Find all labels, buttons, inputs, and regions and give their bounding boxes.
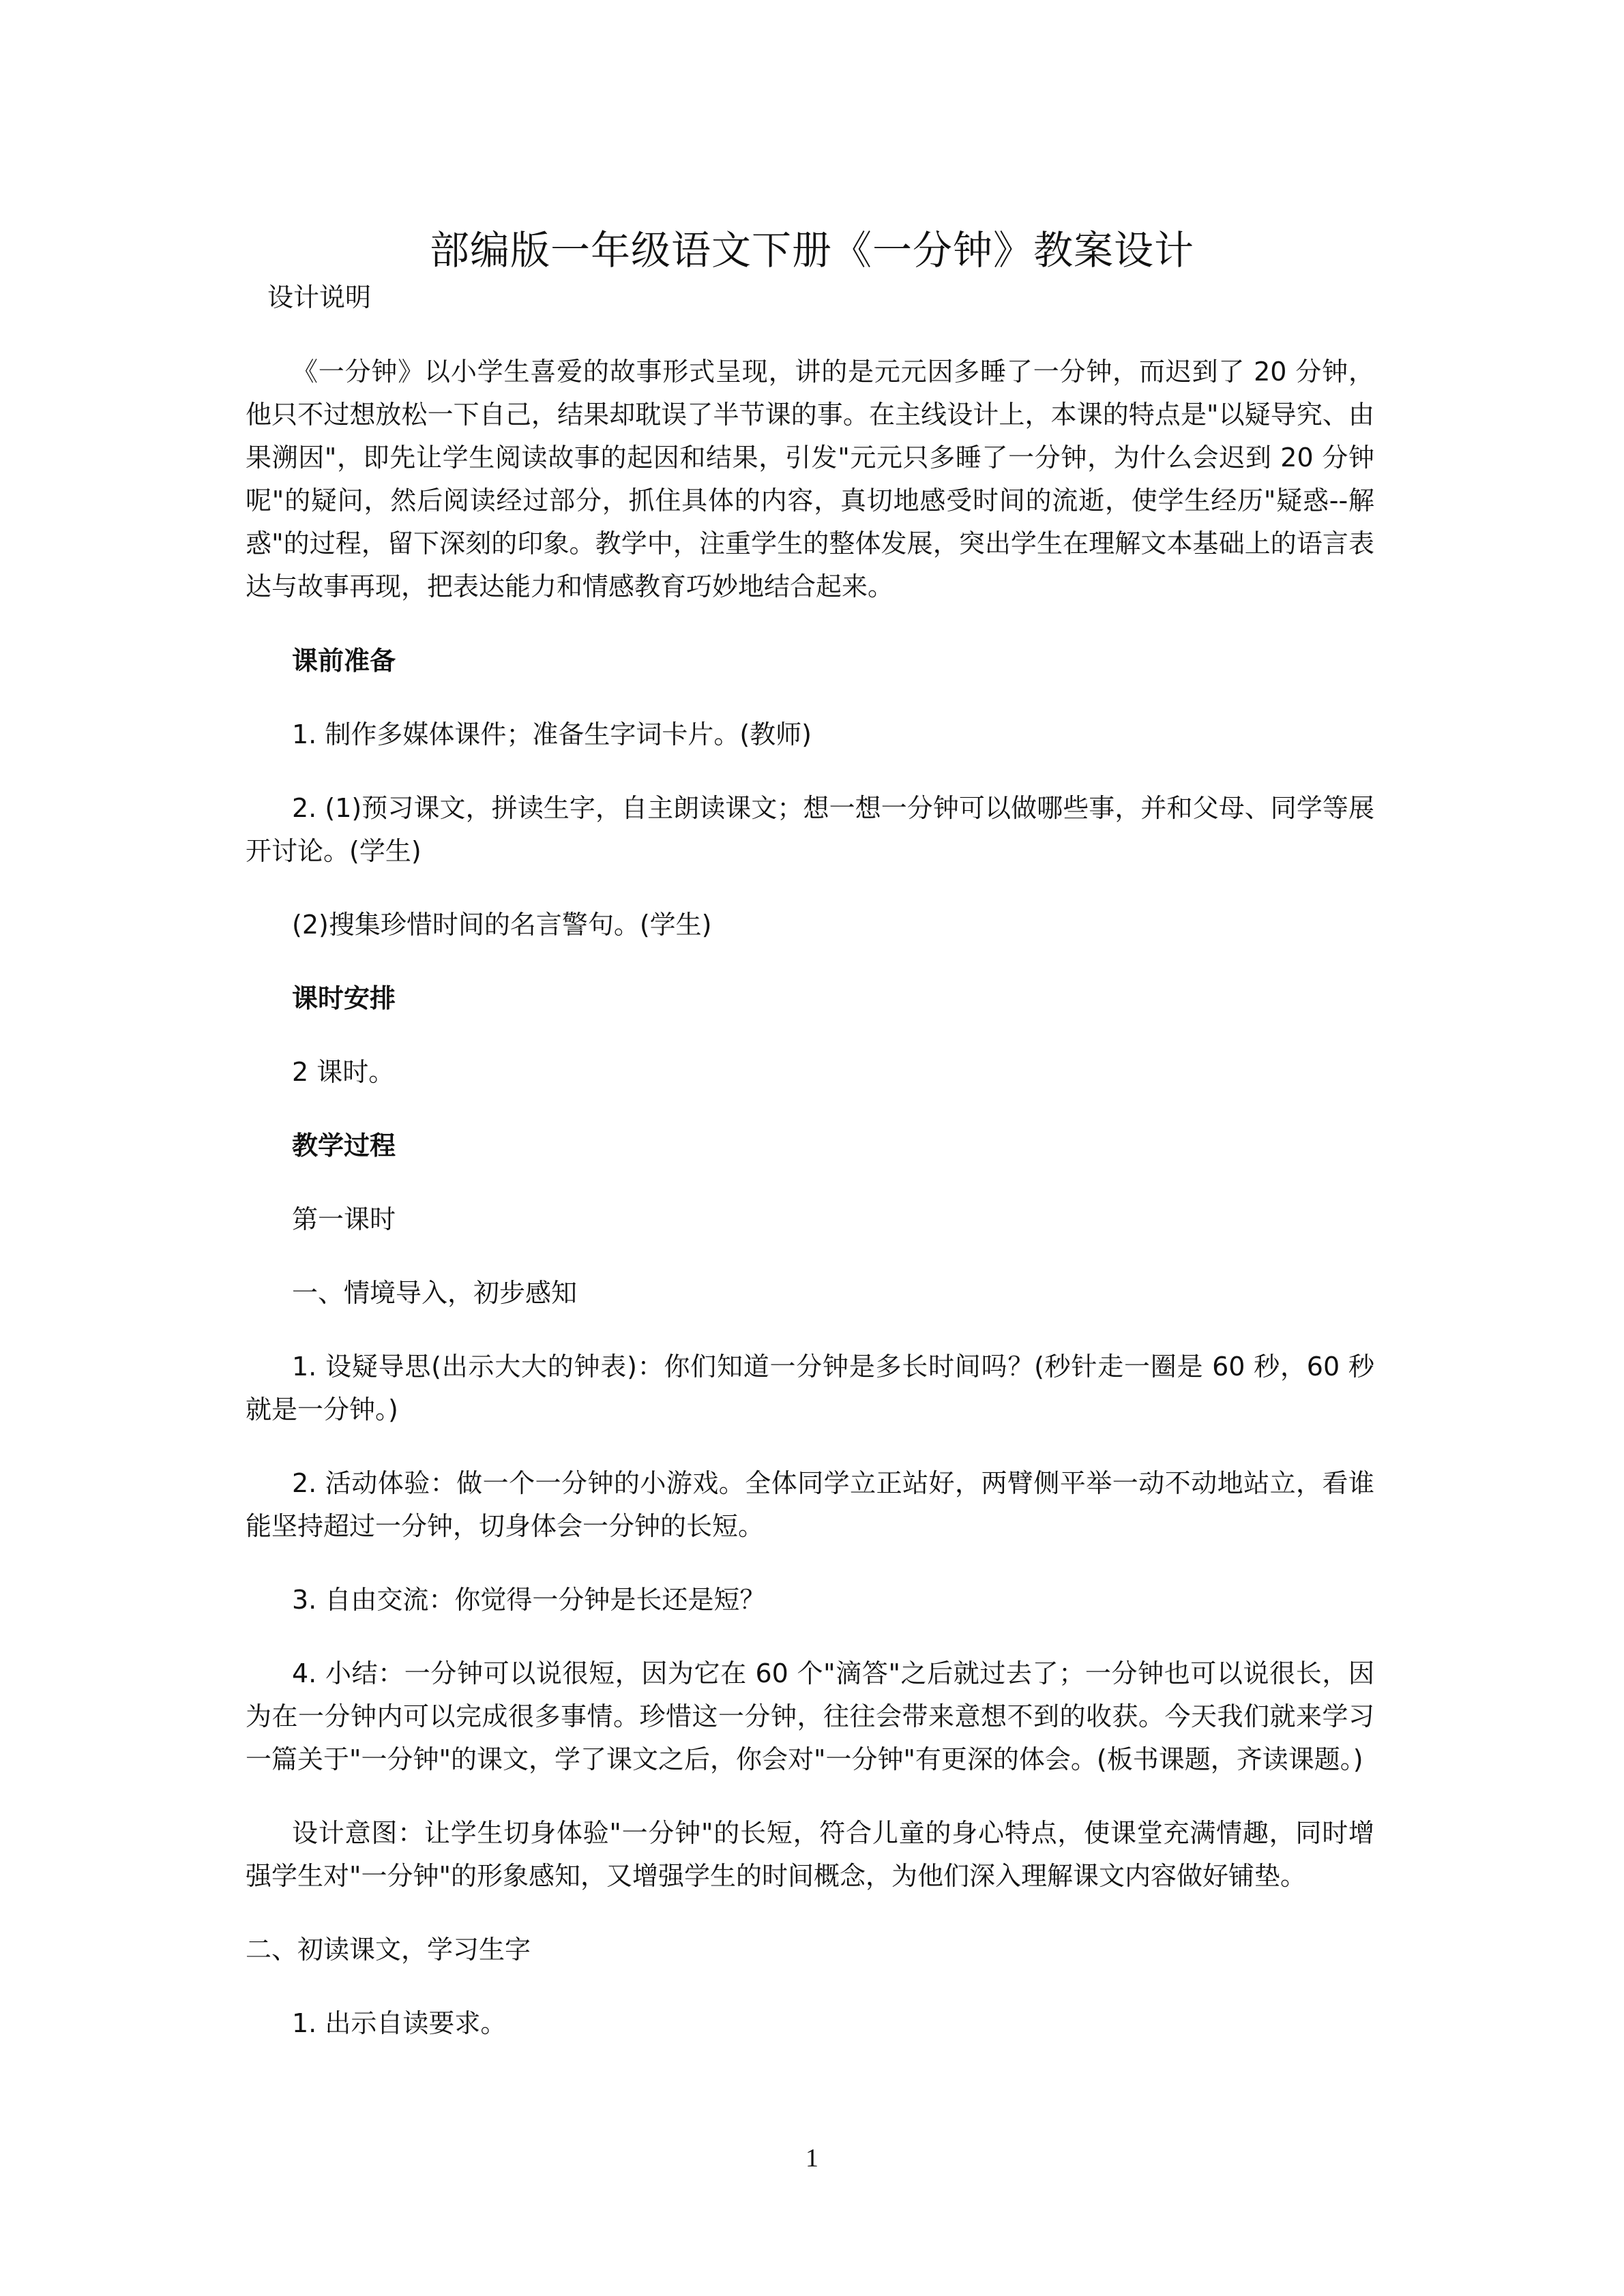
- part1-item-4: 4. 小结：一分钟可以说很短，因为它在 60 个"滴答"之后就过去了；一分钟也可以说很长，因为在一分钟内可以完成很多事情。珍惜这一分钟，往往会带来意想不到的收获。今天我们就来学习一篇关于"一分钟"的课文，学了课文之后，你会对"一分钟"有更深的体会。(板书课题，齐读课题。): [246, 1658, 1374, 1774]
- part1-design-intent: 设计意图：让学生切身体验"一分钟"的长短，符合儿童的身心特点，使课堂充满情趣，同时增强学生对"一分钟"的形象感知，又增强学生的时间概念，为他们深入理解课文内容做好铺垫。: [246, 1818, 1374, 1891]
- lesson-heading: 第一课时: [292, 1204, 396, 1234]
- prep-item-1: 1. 制作多媒体课件；准备生字词卡片。(教师): [292, 719, 812, 749]
- part1-item-1: 1. 设疑导思(出示大大的钟表)：你们知道一分钟是多长时间吗？(秒针走一圈是 60 秒，60 秒就是一分钟。): [246, 1352, 1374, 1425]
- section-heading-schedule: 课时安排: [292, 983, 396, 1013]
- document-body: [246, 276, 1374, 2045]
- document-title: 部编版一年级语文下册《一分钟》教案设计: [429, 226, 1194, 273]
- part2-item-1: 1. 出示自读要求。: [292, 2008, 507, 2038]
- part1-item-2: 2. 活动体验：做一个一分钟的小游戏。全体同学立正站好，两臂侧平举一动不动地站立，看谁能坚持超过一分钟，切身体会一分钟的长短。: [246, 1468, 1374, 1541]
- page-number: 1: [806, 2144, 818, 2173]
- prep-item-3: (2)搜集珍惜时间的名言警句。(学生): [292, 910, 712, 940]
- section-heading-process: 教学过程: [292, 1131, 396, 1161]
- prep-item-2: 2. (1)预习课文，拼读生字，自主朗读课文；想一想一分钟可以做哪些事，并和父母、同学等展开讨论。(学生): [246, 793, 1374, 866]
- part1-heading: 一、情境导入，初步感知: [292, 1278, 578, 1308]
- section-heading-design: 设计说明: [267, 282, 372, 312]
- design-paragraph: 《一分钟》以小学生喜爱的故事形式呈现，讲的是元元因多睡了一分钟，而迟到了 20 分钟，他只不过想放松一下自己，结果却耽误了半节课的事。在主线设计上，本课的特点是"以疑导究、由果溯因"，即先让学生阅读故事的起因和结果，引发"元元只多睡了一分钟，为什么会迟到 20 分钟呢"的疑问，然后阅读经过部分，抓住具体的内容，真切地感受时间的流逝，使学生经历"疑惑--解惑"的过程，留下深刻的印象。教学中，注重学生的整体发展，突出学生在理解文本基础上的语言表达与故事再现，把表达能力和情感教育巧妙地结合起来。: [246, 357, 1374, 601]
- schedule-text: 2 课时。: [292, 1057, 395, 1087]
- section-heading-prep: 课前准备: [292, 646, 396, 676]
- part2-heading: 二、初读课文，学习生字: [246, 1935, 531, 1965]
- part1-item-3: 3. 自由交流：你觉得一分钟是长还是短？: [292, 1585, 766, 1615]
